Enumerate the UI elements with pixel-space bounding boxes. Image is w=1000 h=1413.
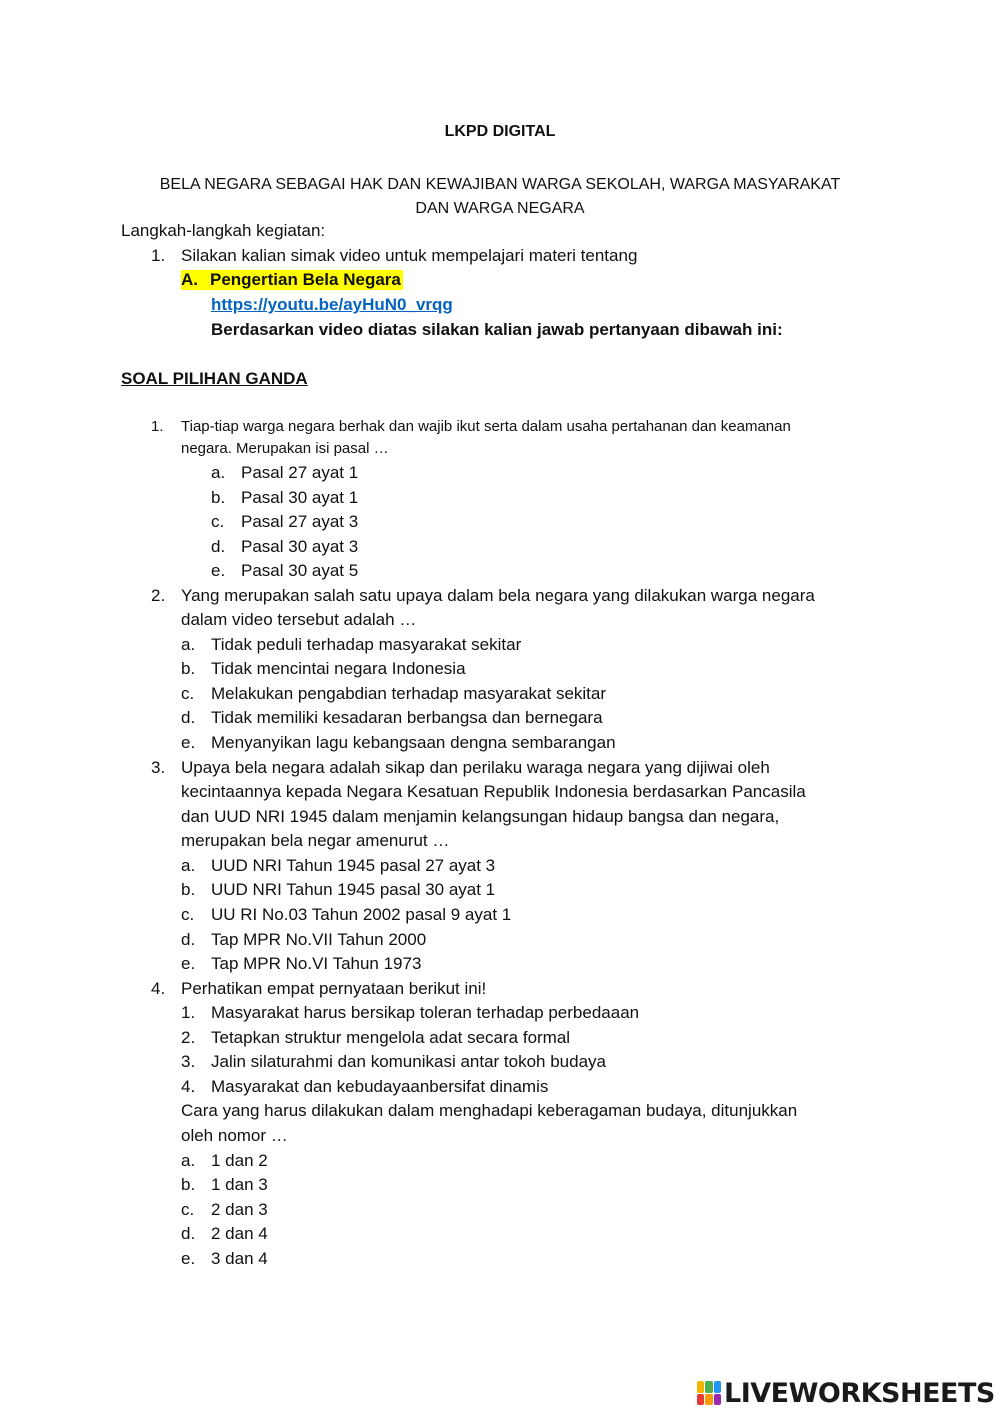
q4-statement-number: 4.: [181, 1077, 196, 1096]
liveworksheets-logo: [697, 1378, 995, 1408]
q4-option-a[interactable]: 1 dan 2: [211, 1151, 268, 1170]
q3-option-e[interactable]: Tap MPR No.VI Tahun 1973: [211, 954, 422, 973]
q4-statement-number: 2.: [181, 1028, 196, 1047]
q3-option-a[interactable]: UUD NRI Tahun 1945 pasal 27 ayat 3: [211, 856, 496, 875]
q4-option-letter: e.: [181, 1249, 196, 1268]
question-3-line-1: Upaya bela negara adalah sikap dan perilaku waraga negara yang dijiwai oleh: [181, 758, 770, 777]
topic-heading: [181, 270, 403, 290]
q4-statement-1: Masyarakat harus bersikap toleran terhadap perbedaaan: [211, 1003, 640, 1022]
q1-option-e[interactable]: Pasal 30 ayat 5: [241, 561, 359, 580]
q1-option-letter: a.: [211, 463, 226, 482]
step-1-number: 1.: [151, 246, 166, 265]
q2-option-letter: b.: [181, 659, 196, 678]
page-title: LKPD DIGITAL: [444, 123, 556, 140]
q4-option-e[interactable]: 3 dan 4: [211, 1249, 268, 1268]
q4-option-d[interactable]: 2 dan 4: [211, 1224, 268, 1243]
q1-option-d[interactable]: Pasal 30 ayat 3: [241, 537, 359, 556]
steps-heading: Langkah-langkah kegiatan:: [121, 221, 326, 240]
liveworksheets-mark-icon: [697, 1381, 721, 1405]
q1-option-a[interactable]: Pasal 27 ayat 1: [241, 463, 359, 482]
q4-statement-4: Masyarakat dan kebudayaanbersifat dinamis: [211, 1077, 549, 1096]
q4-statement-2: Tetapkan struktur mengelola adat secara formal: [211, 1028, 571, 1047]
subtitle-line-1: BELA NEGARA SEBAGAI HAK DAN KEWAJIBAN WARGA SEKOLAH, WARGA MASYARAKAT: [159, 176, 841, 193]
question-4-line-1: Cara yang harus dilakukan dalam menghadapi keberagaman budaya, ditunjukkan: [181, 1101, 798, 1120]
q2-option-letter: a.: [181, 635, 196, 654]
q4-statement-3: Jalin silaturahmi dan komunikasi antar tokoh budaya: [211, 1052, 607, 1071]
question-2-line-2: dalam video tersebut adalah …: [181, 610, 417, 629]
q4-option-letter: b.: [181, 1175, 196, 1194]
q2-option-e[interactable]: Menyanyikan lagu kebangsaan dengna sembarangan: [211, 733, 616, 752]
q4-statement-number: 3.: [181, 1052, 196, 1071]
page-subtitle: [0, 173, 1000, 221]
q1-option-letter: b.: [211, 488, 226, 507]
question-1-line-1: Tiap-tiap warga negara berhak dan wajib ikut serta dalam usaha pertahanan dan keamanan: [181, 418, 791, 435]
question-1-number: 1.: [151, 418, 164, 435]
topic-letter: A.: [181, 270, 198, 289]
question-4-intro: Perhatikan empat pernyataan berikut ini!: [181, 979, 487, 998]
question-3-line-2: kecintaannya kepada Negara Kesatuan Republik Indonesia berdasarkan Pancasila: [181, 782, 806, 801]
q3-option-letter: a.: [181, 856, 196, 875]
q4-option-c[interactable]: 2 dan 3: [211, 1200, 268, 1219]
q1-option-b[interactable]: Pasal 30 ayat 1: [241, 488, 359, 507]
question-4-line-2: oleh nomor …: [181, 1126, 288, 1145]
q1-option-letter: d.: [211, 537, 226, 556]
question-3-number: 3.: [151, 758, 166, 777]
q3-option-d[interactable]: Tap MPR No.VII Tahun 2000: [211, 930, 427, 949]
instruction-text: Berdasarkan video diatas silakan kalian jawab pertanyaan dibawah ini:: [211, 320, 783, 339]
q3-option-c[interactable]: UU RI No.03 Tahun 2002 pasal 9 ayat 1: [211, 905, 512, 924]
question-3-line-3: dan UUD NRI 1945 dalam menjamin kelangsungan hidaup bangsa dan negara,: [181, 807, 780, 826]
video-link[interactable]: https://youtu.be/ayHuN0_vrqg: [211, 295, 453, 314]
q4-option-letter: a.: [181, 1151, 196, 1170]
question-4-number: 4.: [151, 979, 166, 998]
topic-label: Pengertian Bela Negara: [210, 270, 401, 289]
q3-option-letter: b.: [181, 880, 196, 899]
q2-option-letter: c.: [181, 684, 195, 703]
logo-square: [714, 1381, 721, 1393]
q4-option-letter: d.: [181, 1224, 196, 1243]
logo-text: LIVEWORKSHEETS: [724, 1377, 995, 1409]
q2-option-a[interactable]: Tidak peduli terhadap masyarakat sekitar: [211, 635, 522, 654]
logo-square: [705, 1381, 712, 1393]
q2-option-letter: d.: [181, 708, 196, 727]
q3-option-letter: d.: [181, 930, 196, 949]
q4-option-b[interactable]: 1 dan 3: [211, 1175, 268, 1194]
section-title: SOAL PILIHAN GANDA: [121, 369, 308, 388]
q3-option-letter: c.: [181, 905, 195, 924]
question-2-number: 2.: [151, 586, 166, 605]
q1-option-letter: e.: [211, 561, 226, 580]
step-1-text: Silakan kalian simak video untuk mempelajari materi tentang: [181, 246, 638, 265]
q2-option-d[interactable]: Tidak memiliki kesadaran berbangsa dan bernegara: [211, 708, 603, 727]
q3-option-b[interactable]: UUD NRI Tahun 1945 pasal 30 ayat 1: [211, 880, 496, 899]
question-3-line-4: merupakan bela negar amenurut …: [181, 831, 450, 850]
q4-statement-number: 1.: [181, 1003, 196, 1022]
question-2-line-1: Yang merupakan salah satu upaya dalam bela negara yang dilakukan warga negara: [181, 586, 815, 605]
logo-square: [714, 1394, 721, 1406]
q2-option-c[interactable]: Melakukan pengabdian terhadap masyarakat sekitar: [211, 684, 607, 703]
q4-option-letter: c.: [181, 1200, 195, 1219]
logo-square: [697, 1381, 704, 1393]
q1-option-letter: c.: [211, 512, 225, 531]
question-1-line-2: negara. Merupakan isi pasal …: [181, 440, 389, 457]
q2-option-letter: e.: [181, 733, 196, 752]
subtitle-line-2: DAN WARGA NEGARA: [415, 200, 585, 217]
q3-option-letter: e.: [181, 954, 196, 973]
q1-option-c[interactable]: Pasal 27 ayat 3: [241, 512, 359, 531]
logo-square: [697, 1394, 704, 1406]
q2-option-b[interactable]: Tidak mencintai negara Indonesia: [211, 659, 466, 678]
logo-square: [705, 1394, 712, 1406]
